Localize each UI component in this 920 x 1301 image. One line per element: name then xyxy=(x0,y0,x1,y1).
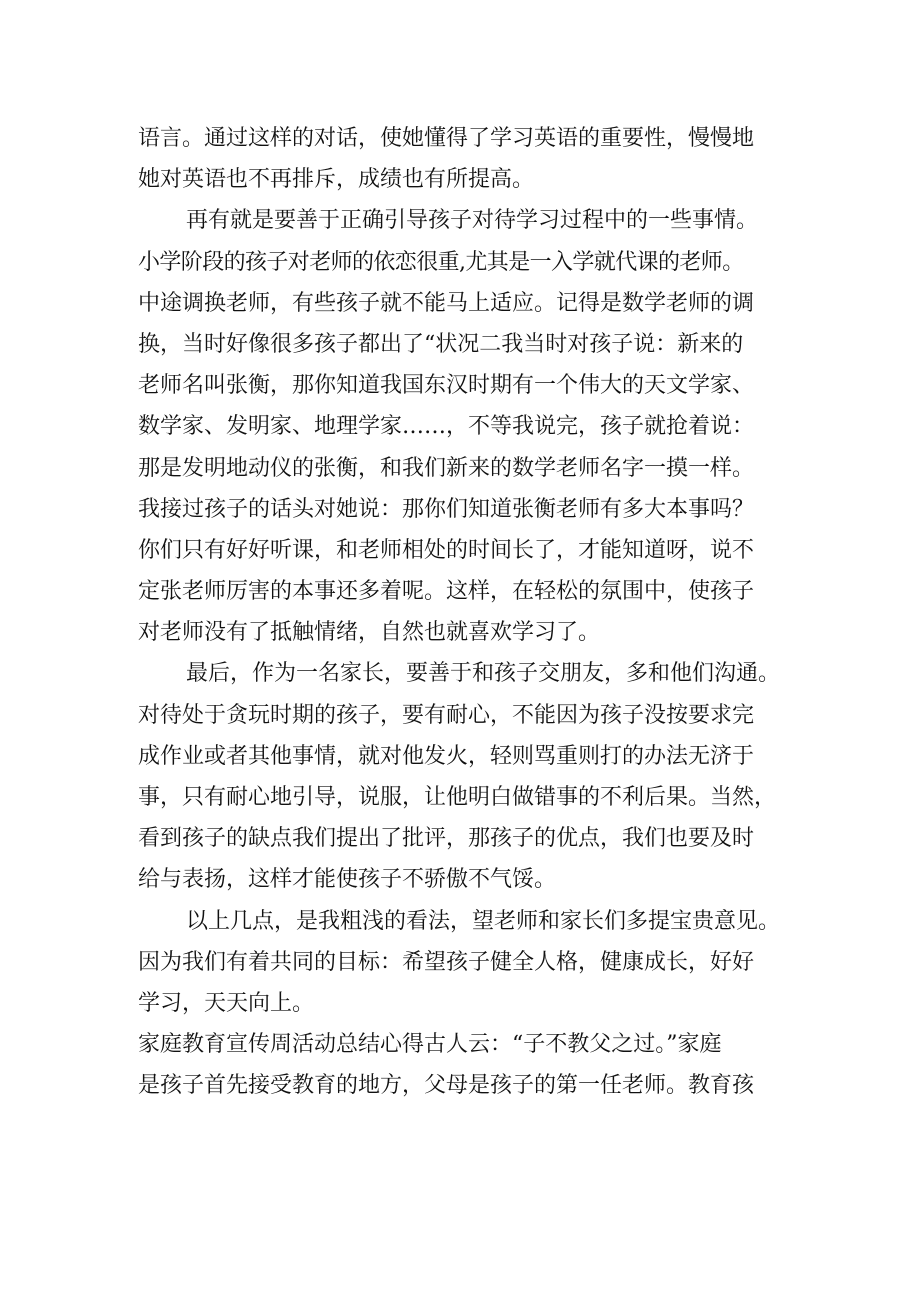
text-line: 是孩子首先接受教育的地方，父母是孩子的第一任老师。教育孩 xyxy=(138,1073,755,1099)
text-line: 你们只有好好听课，和老师相处的时间长了，才能知道呀，说不 xyxy=(138,537,755,563)
text-line: 因为我们有着共同的目标：希望孩子健全人格，健康成长，好好 xyxy=(138,949,755,975)
text-line: 语言。通过这样的对话，使她懂得了学习英语的重要性，慢慢地 xyxy=(138,126,755,151)
text-line: 小学阶段的孩子对老师的依恋很重,尤其是一入学就代课的老师。 xyxy=(138,249,744,275)
text-line: 给与表扬，这样才能使孩子不骄傲不气馁。 xyxy=(138,867,557,893)
text-line: 换，当时好像很多孩子都出了“状况二我当时对孩子说：新来的 xyxy=(138,331,744,357)
text-line: 成作业或者其他事情，就对他发火，轻则骂重则打的办法无济于 xyxy=(138,743,755,769)
text-line: 家庭教育宣传周活动总结心得古人云：“子不教父之过。”家庭 xyxy=(138,1032,722,1058)
text-line: 中途调换老师，有些孩子就不能马上适应。记得是数学老师的调 xyxy=(138,290,755,316)
text-line: 数学家、发明家、地理学家……，不等我说完，孩子就抢着说： xyxy=(138,414,755,440)
text-line: 定张老师厉害的本事还多着呢。这样，在轻松的氛围中，使孩子 xyxy=(138,579,755,605)
text-line: 我接过孩子的话头对她说：那你们知道张衡老师有多大本事吗？ xyxy=(138,496,755,522)
document-body xyxy=(138,118,798,1107)
paragraph-first-line: 再有就是要善于正确引导孩子对待学习过程中的一些事情。 xyxy=(186,208,759,234)
text-line: 她对英语也不再排斥，成绩也有所提高。 xyxy=(138,167,535,193)
text-line: 事，只有耐心地引导，说服，让他明白做错事的不利后果。当然， xyxy=(138,785,777,810)
paragraph-first-line: 以上几点，是我粗浅的看法，望老师和家长们多提宝贵意见。 xyxy=(186,908,781,934)
text-line: 看到孩子的缺点我们提出了批评，那孩子的优点，我们也要及时 xyxy=(138,826,755,852)
text-line: 对老师没有了抵触情绪，自然也就喜欢学习了。 xyxy=(138,620,601,646)
text-line: 老师名叫张衡，那你知道我国东汉时期有一个伟大的天文学家、 xyxy=(138,373,755,399)
paragraph-first-line: 最后，作为一名家长，要善于和孩子交朋友，多和他们沟通。 xyxy=(186,661,781,687)
text-line: 对待处于贪玩时期的孩子，要有耐心，不能因为孩子没按要求完 xyxy=(138,702,755,728)
text-line: 学习，天天向上。 xyxy=(138,990,315,1016)
text-line: 那是发明地动仪的张衡，和我们新来的数学老师名字一摸一样。 xyxy=(138,455,755,481)
